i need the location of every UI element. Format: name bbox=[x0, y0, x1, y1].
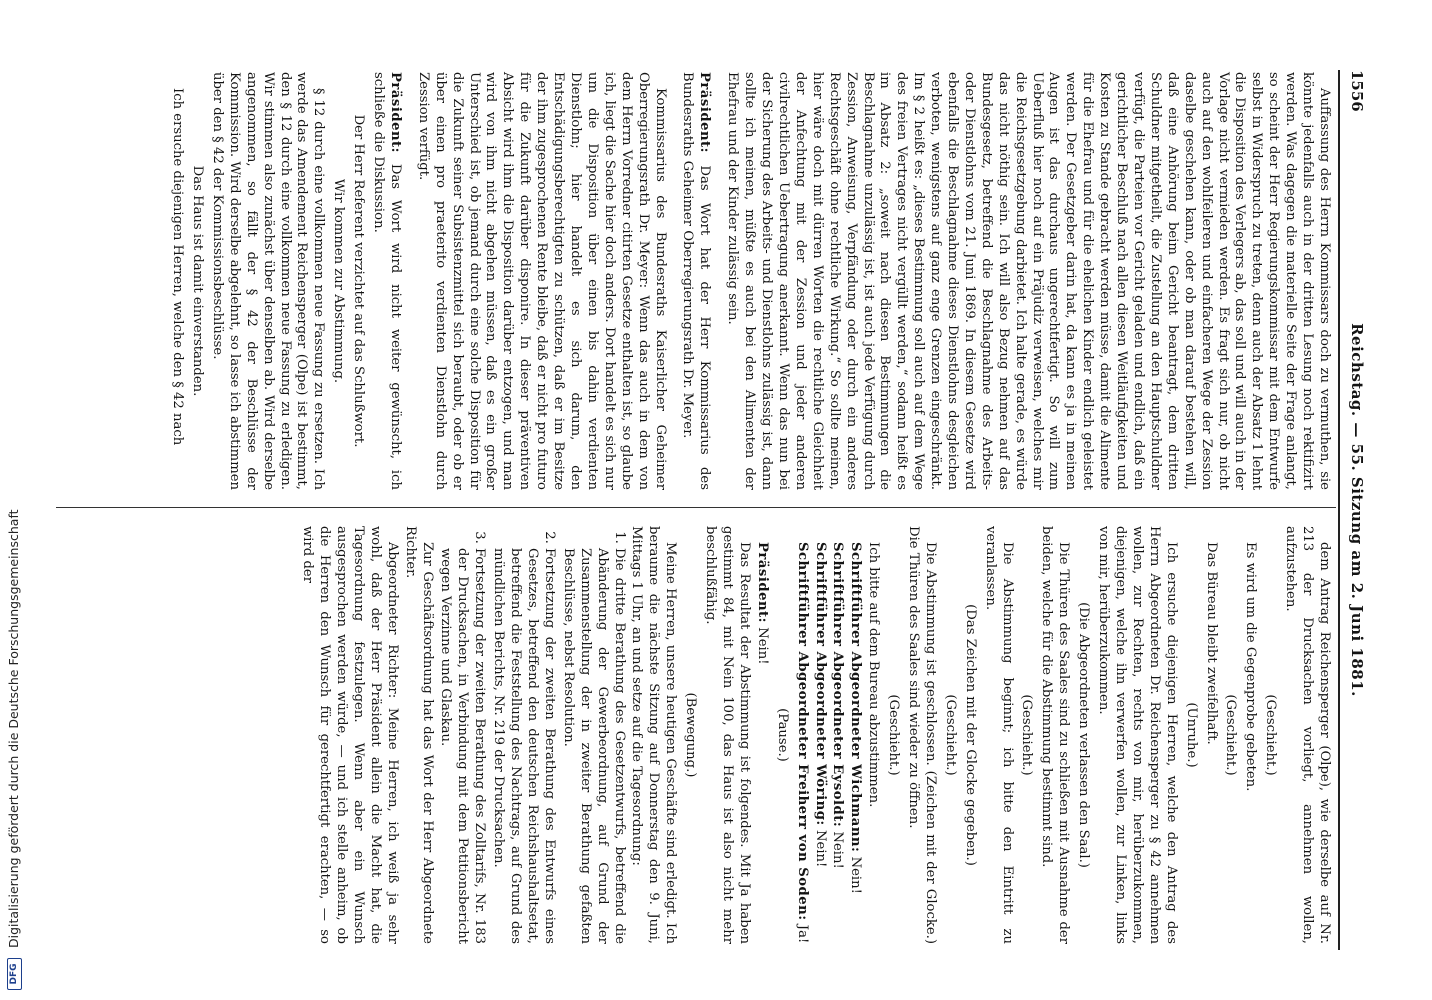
stage-direction: Wir kommen zur Abstimmung. bbox=[331, 178, 347, 384]
agenda-list bbox=[437, 526, 627, 944]
stage-direction: Der Herr Referent verzichtet auf das Schlußwort. bbox=[351, 114, 367, 448]
stage-direction: Das Haus ist damit einverstanden. bbox=[190, 165, 205, 397]
body-paragraph: § 12 durch eine vollkommen neue Fassung zu ersetzen. Ich werde das Amendement Reichensperger (Olpe) ist bestimmt, den § 12 durch eine vollkommen neue Fassung zu erledigen. Wir stimmen also zunächst über denselben ab. Wird derselbe angenommen, so fällt der § 42 der Beschlüsse der Kommission. Wird derselbe abgelehnt, so lasse ich abstimmen über den § 42 der Kommissionsbeschlüsse. bbox=[209, 72, 327, 490]
body-paragraph: Das Resultat der Abstimmung ist folgendes. Mit Ja haben gestimmt 84, mit Nein 100, das Haus ist also nicht mehr beschlußfähig. bbox=[703, 526, 752, 944]
speaker-paragraph bbox=[753, 526, 770, 944]
speech-text: Nein! bbox=[830, 831, 846, 869]
speaker-paragraph bbox=[829, 526, 846, 944]
body-paragraph: Die Abstimmung beginnt; ich bitte den Eintritt zu veranlassen. bbox=[982, 526, 1015, 944]
digitization-footer bbox=[6, 10, 24, 990]
running-head: Reichstag. — 55. Sitzung am 2. Juni 1881. bbox=[1348, 323, 1366, 697]
body-paragraph: Kommissarius des Bundesraths Kaiserlicher Geheimer Oberregierungsrath Dr. Meyer: Wenn das auch in dem von dem Herrn Vorredner citirten Gesetze enthalten ist, so glaube ich, liegt die Sache hier doch anders. Dort handelt es sich nur um die Disposition über einen bis dahin verdienten Dienstlohn; hier handelt es sich darum, den Entschädigungsberechtigten zu schützen, daß er im Besitze der ihm zugesprochenen Rente bleibe, daß er nicht pro futuro für die Zukunft darüber disponire. In dieser präventiven Absicht wird ihm die Disposition darüber entzogen, und man wird von ihm nicht abgehen müssen, daß es ein großer Unterschied ist, ob jemand durch eine solche Disposition für die Zukunft seiner Subsistenzmittel sich beraubt, oder ob er über einen pro praeterito verdienten Dienstlohn durch Zession verfügt. bbox=[415, 72, 668, 490]
footer-text: Digitalisierung gefördert durch die Deutsche Forschungsgemeinschaft bbox=[6, 509, 21, 949]
body-paragraph: Abgeordneter Richter: Meine Herren, ich weiß ja sehr wohl, daß der Herr Präsident allein die Macht hat, die Tagesordnung festzulegen. Wenn aber ein Wunsch ausgesprochen werden würde, — und ich stelle anheim, ob die Herren den Wunsch für gerechtfertigt erachten, — so wird der bbox=[300, 526, 400, 944]
agenda-item: 1. Die dritte Berathung des Gesetzentwurfs, betreffend die Abänderung der Gewerbeordnung, auf Grund der Zusammenstellung der in zweiter Berathung gefaßten Beschlüsse, nebst Resolution. bbox=[559, 548, 627, 944]
body-paragraph: Ich ersuche diejenigen Herren, welche den § 42 nach bbox=[170, 88, 186, 446]
stage-direction: (Geschieht.) bbox=[886, 694, 902, 776]
speaker-paragraph bbox=[846, 526, 863, 944]
speech-text: Nein! bbox=[754, 627, 770, 665]
speaker-name: Schriftführer Abgeordneter Eysoldt: bbox=[830, 542, 846, 828]
stage-direction: (Pause.) bbox=[774, 708, 790, 762]
speaker-name: Präsident: bbox=[387, 72, 403, 154]
speaker-paragraph bbox=[369, 72, 403, 490]
spacer bbox=[403, 72, 413, 490]
speech-text: Nein! bbox=[848, 856, 864, 894]
speaker-paragraph bbox=[679, 72, 713, 490]
stage-direction: (Geschieht.) bbox=[1019, 694, 1035, 776]
left-column bbox=[167, 72, 1332, 490]
body-paragraph: Auffassung des Herrn Kommissars doch zu vermuthen, sie könnte jedenfalls auch in der dritten Lesung noch rektifizirt werden. Was dagegen die materielle Seite der Frage anlangt, so scheint der Herr Regierungskommissar mit dem Entwurfe selbst in Widerspruch zu treten, denn auch der Absatz 1 lehnt die Disposition des Verlegers ab, das soll und will auch in der Vorlage nicht vermieden werden. Es fragt sich nur, ob nicht auch auf den wohlfeileren und einfacheren Wege der Zession daselbe geschehen kann, oder ob man darauf bestehen will, daß eine Anhörung beim Gericht beantragt, dem dritten Schuldner mitgetheilt, die Zustellung an den Hauptschuldner verfügt, die Parteien vor Gericht geladen und endlich, daß ein gerichtlicher Beschluß nach allen diesen Weitläufigkeiten und Kosten zu Stande gebracht werden müsse, damit die Alimente für die Ehefrau und für die ehelichen Kinder endlich geleistet werden. Der Gesetzgeber darin hat, da kann es ja in meinen Augen ist das durchaus ungerechtfertigt. So will zum Ueberfluß hier noch auf ein Präjudiz verweisen, welches mir die Reichsgesetzgebung darbietet. Ich halte gerade, es würde das nicht nöthig sein. Ich will also Bezug nehmen auf das Bundesgesetz, betreffend die Beschlagnahme des Arbeits- oder Dienstlohns vom 21. Juni 1869. In diesem Gesetze wird ebenfalls die Beschlagnahme dieses Dienstlohns desgleichen verboten, wenigstens auf ganz enge Grenzen eingeschränkt. Im § 2 heißt es: „dieses Bestimmung soll auch auf dem Wege des freien Vertrages nicht vergüllt werden,“ sodann heißt es im Absatz 2: „soweit nach diesen Bestimmungen die Beschlagnahme unzulässig ist, ist auch jede Verfügung durch Zession, Anweisung, Verpfändung oder durch ein anderes Rechtsgeschäft ohne rechtliche Wirkung.“ So sollte meinen, hier wäre doch mit dürren Worten die rechtliche Gleichheit der Anfechtung mit der Zession und jeder anderen civilrechtlichen Uebertragung anerkannt. Wenn das nun bei der Sicherung des Arbeits- und Dienstlohns zulässig ist, dann sollte ich meinen, müßte es auch bei den Alimenten der Ehefrau und der Kinder zulässig sein. bbox=[725, 72, 1332, 490]
agenda-item: 2. Fortsetzung der zweiten Berathung des Entwurfs eines Gesetzes, betreffend den deutschen Reichshaushaltsetat, betreffend die Feststellung des Nachtrags, auf Grund des mündlichen Berichts, Nr. 219 der Drucksachen. bbox=[489, 548, 557, 944]
right-column bbox=[297, 526, 1332, 944]
page-number: 1556 bbox=[1348, 70, 1366, 112]
header-rule bbox=[1338, 70, 1340, 950]
speaker-name: Schriftführer Abgeordneter Wichmann: bbox=[848, 542, 864, 853]
speaker-paragraph bbox=[793, 526, 810, 944]
body-paragraph: Meine Herren, unsere heutigen Geschäfte sind erledigt. Ich beraume die nächste Sitzung auf Donnerstag den 9. Juni, Mittags 1 Uhr, an und setze auf die Tagesordnung: bbox=[629, 526, 679, 944]
spacer bbox=[668, 72, 678, 490]
spacer bbox=[712, 72, 722, 490]
speaker-name: Schriftführer Abgeordneter Freiherr von Soden: bbox=[794, 542, 810, 921]
speech-text: Das Wort wird nicht weiter gewünscht, ich schließe die Diskussion. bbox=[371, 72, 403, 490]
stage-direction: (Geschieht.) bbox=[1223, 694, 1239, 776]
stage-direction: (Geschieht.) bbox=[942, 694, 958, 776]
page-header bbox=[1342, 70, 1366, 950]
body-paragraph: Die Thüren des Saales sind zu schließen mit Ausnahme der beiden, welche für die Abstimmung bestimmt sind. bbox=[1039, 526, 1072, 944]
speech-text: Das Wort hat der Herr Kommissarius des Bundesraths Geheimer Oberregierungsrath Dr. Meyer. bbox=[680, 72, 713, 490]
stage-direction: (Die Abgeordneten verlassen den Saal.) bbox=[1076, 602, 1092, 868]
speech-text: Nein! bbox=[812, 830, 828, 868]
stage-direction: (Unruhe.) bbox=[1183, 702, 1199, 768]
body-paragraph: Das Büreau bleibt zweifelhaft. bbox=[1203, 542, 1219, 745]
body-paragraph: dem Antrag Reichensperger (Olpe), wie derselbe auf Nr. 213 der Drucksachen vorliegt, annehmen wollen, aufzustehen. bbox=[1283, 526, 1332, 944]
speaker-name: Schriftführer Abgeordneter Wöring: bbox=[812, 542, 828, 826]
body-paragraph: Die Abstimmung ist geschlossen. (Zeichen mit der Glocke.) Die Thüren des Saales sind wieder zu öffnen. bbox=[906, 526, 938, 944]
body-paragraph: Ich ersuche diejenigen Herren, welche den Antrag des Herrn Abgeordneten Dr. Reichensperger zu § 42 annehmen wollen, zur Rechten, rechts von mir, herüberzukommen, diejenigen, welche ihn verwerfen wollen, zur Linken, links von mir, herüberzukommen. bbox=[1096, 526, 1179, 944]
stage-direction: (Geschieht.) bbox=[1263, 694, 1279, 776]
body-paragraph: Ich bitte auf dem Bureau abzustimmen. bbox=[866, 542, 882, 808]
agenda-item: 3. Fortsetzung der zweiten Berathung des Zolltarifs, Nr. 183 der Drucksachen, in Verbindung mit dem Petitionsbericht wegen Verzinne und Glaskau. bbox=[437, 548, 488, 944]
column-divider bbox=[56, 507, 1336, 508]
body-paragraph: Es wird um die Gegenprobe gebeten. bbox=[1243, 542, 1259, 792]
dfg-logo-icon: DFG bbox=[7, 958, 22, 990]
body-paragraph: Zur Geschäftsordnung hat das Wort der Herr Abgeordnete Richter. bbox=[402, 526, 435, 944]
stage-direction: (Bewegung.) bbox=[683, 692, 699, 778]
stage-direction: (Das Zeichen mit der Glocke gegeben.) bbox=[962, 604, 978, 866]
speaker-name: Präsident: bbox=[754, 542, 770, 624]
speaker-paragraph bbox=[811, 526, 828, 944]
speaker-name: Präsident: bbox=[697, 72, 713, 154]
speech-text: Ja! bbox=[794, 924, 810, 944]
